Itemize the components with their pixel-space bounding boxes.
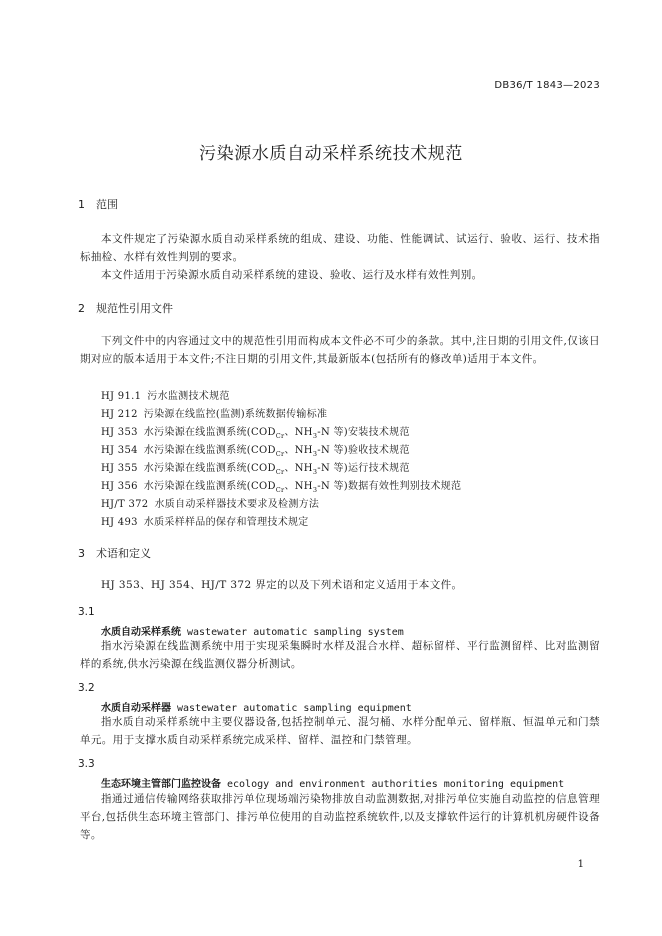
reference-title: 水质采样样品的保存和管理技术规定 <box>143 517 309 528</box>
section-3-intro: HJ 353、HJ 354、HJ/T 372 界定的以及下列术语和定义适用于本文件。 <box>101 579 463 591</box>
reference-title: 污水监测技术规范 <box>147 391 230 402</box>
section-title: 规范性引用文件 <box>96 302 173 315</box>
term-heading <box>101 699 412 714</box>
subscript: Cr <box>275 432 285 440</box>
reference-item <box>101 477 461 494</box>
term-english: wastewater automatic sampling system <box>187 627 404 638</box>
term-english: ecology and environment authorities monitoring equipment <box>227 779 565 790</box>
reference-title-a: 水污染源在线监测系统(COD <box>143 463 276 474</box>
reference-code: HJ 353 <box>101 427 138 438</box>
reference-title-c: -N 等)数据有效性判别技术规范 <box>317 481 462 492</box>
term-definition: 指水污染源在线监测系统中用于实现采集瞬时水样及混合水样、超标留样、平行监测留样、比对监测留样的系统,供水污染源在线监测仪器分析测试。 <box>80 640 600 670</box>
reference-item <box>101 405 327 420</box>
subscript: 3 <box>312 450 318 458</box>
subscript: 3 <box>312 468 318 476</box>
reference-code: HJ 91.1 <box>101 391 142 402</box>
section-2-intro: 下列文件中的内容通过文中的规范性引用而构成本文件必不可少的条款。其中,注日期的引用文件,仅该日期对应的版本适用于本文件;不注日期的引用文件,其最新版本(包括所有的修改单)适用于本文件。 <box>80 335 600 365</box>
reference-title-c: -N 等)安装技术规范 <box>317 427 410 438</box>
reference-title: 污染源在线监控(监测)系统数据传输标准 <box>143 409 328 420</box>
section-1-paragraph-1: 本文件规定了污染源水质自动采样系统的组成、建设、功能、性能调试、试运行、验收、运行、技术指标抽检、水样有效性判别的要求。 <box>80 233 600 263</box>
reference-title-c: -N 等)验收技术规范 <box>317 445 410 456</box>
reference-title-a: 水污染源在线监测系统(COD <box>143 445 276 456</box>
term-english: wastewater automatic sampling equipment <box>177 703 412 714</box>
term-definition: 指水质自动采样系统中主要仪器设备,包括控制单元、混匀桶、水样分配单元、留样瓶、恒温单元和门禁单元。用于支撑水质自动采样系统完成采样、留样、温控和门禁管理。 <box>80 716 600 746</box>
reference-item <box>101 513 309 528</box>
section-title: 范围 <box>96 198 118 211</box>
reference-code: HJ 212 <box>101 409 138 420</box>
section-3-heading <box>78 545 151 561</box>
reference-item <box>101 459 410 476</box>
reference-item <box>101 495 319 510</box>
reference-title-b: 、NH <box>284 445 313 456</box>
reference-code: HJ 354 <box>101 445 138 456</box>
reference-title-a: 水污染源在线监测系统(COD <box>143 481 276 492</box>
reference-code: HJ/T 372 <box>101 499 149 510</box>
section-number: 2 <box>78 302 85 315</box>
section-2-heading <box>78 300 173 316</box>
reference-title: 水质自动采样器技术要求及检测方法 <box>154 499 320 510</box>
reference-item <box>101 441 410 458</box>
reference-title-b: 、NH <box>284 427 313 438</box>
reference-title-a: 水污染源在线监测系统(COD <box>143 427 276 438</box>
reference-title-c: -N 等)运行技术规范 <box>317 463 410 474</box>
subscript: Cr <box>275 450 285 458</box>
reference-title-b: 、NH <box>284 463 313 474</box>
subscript: 3 <box>312 486 318 494</box>
reference-item <box>101 387 230 402</box>
subscript: Cr <box>275 468 285 476</box>
term-number: 3.1 <box>78 606 95 618</box>
section-title: 术语和定义 <box>96 547 151 560</box>
reference-code: HJ 356 <box>101 481 138 492</box>
term-number: 3.3 <box>78 758 95 770</box>
section-number: 3 <box>78 547 85 560</box>
section-number: 1 <box>78 198 85 211</box>
term-definition: 指通过通信传输网络获取排污单位现场端污染物排放自动监测数据,对排污单位实施自动监控的信息管理平台,包括供生态环境主管部门、排污单位使用的自动监控系统软件,以及支撑软件运行的计算机机房硬件设备等。 <box>80 793 600 841</box>
subscript: Cr <box>275 486 285 494</box>
reference-title-b: 、NH <box>284 481 313 492</box>
term-chinese: 生态环境主管部门监控设备 <box>101 779 221 790</box>
document-title: 污染源水质自动采样系统技术规范 <box>199 144 463 164</box>
reference-item <box>101 423 410 440</box>
reference-code: HJ 493 <box>101 517 138 528</box>
term-heading <box>101 623 404 638</box>
reference-code: HJ 355 <box>101 463 138 474</box>
term-chinese: 水质自动采样器 <box>101 703 171 714</box>
page-number: 1 <box>577 859 584 870</box>
term-number: 3.2 <box>78 682 95 694</box>
term-heading <box>101 775 564 790</box>
section-1-paragraph-2: 本文件适用于污染源水质自动采样系统的建设、验收、运行及水样有效性判别。 <box>101 269 483 281</box>
term-chinese: 水质自动采样系统 <box>101 627 181 638</box>
section-1-heading <box>78 196 118 212</box>
document-code: DB36/T 1843—2023 <box>494 80 600 91</box>
subscript: 3 <box>312 432 318 440</box>
